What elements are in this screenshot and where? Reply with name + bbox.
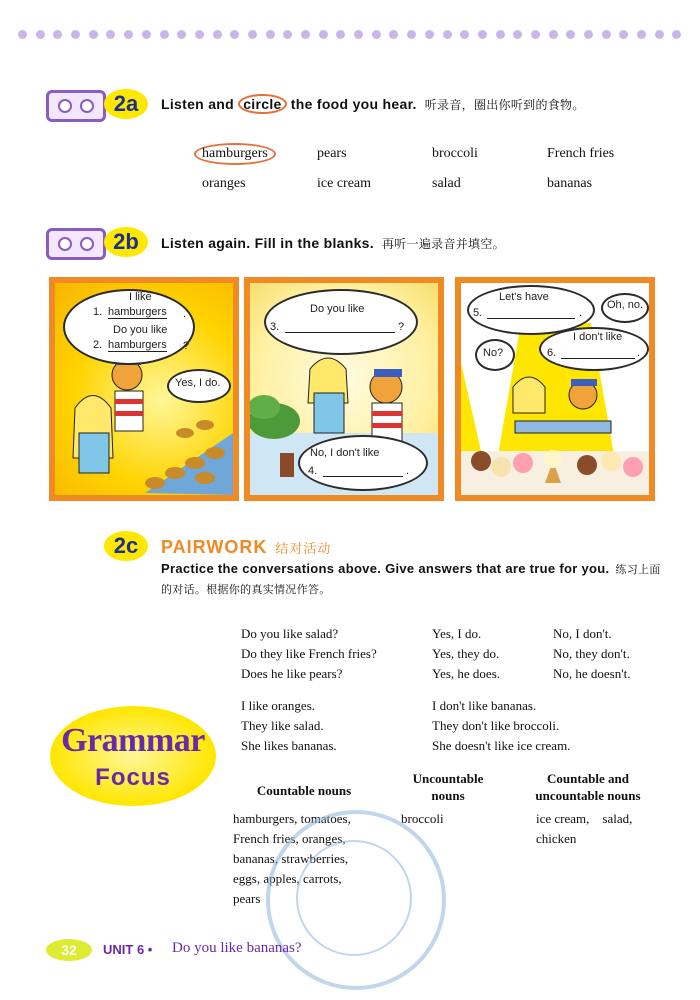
- cassette-icon[interactable]: [46, 228, 106, 260]
- circled-word: circle: [238, 94, 286, 114]
- answer-blank-5[interactable]: [487, 318, 575, 319]
- grammar-no-answer: No, he doesn't.: [553, 666, 631, 681]
- top-dot-border: [18, 30, 682, 42]
- footer-unit: UNIT 6 •: [103, 942, 153, 957]
- answer-blank-4[interactable]: [323, 476, 403, 477]
- comic-panel-2: Do you like 3. ? No, I don't like 4. .: [244, 277, 444, 501]
- grammar-question: Do you like salad?: [241, 626, 339, 641]
- comic-panel-1: I like 1. hamburgers . Do you like 2. hamburgers ? Yes, I do.: [49, 277, 239, 501]
- grammar-question: Does he like pears?: [241, 666, 343, 681]
- section-2a-badge: 2a: [104, 89, 148, 119]
- food-option-hamburgers[interactable]: hamburgers: [194, 143, 276, 165]
- food-option-broccoli[interactable]: broccoli: [432, 146, 478, 161]
- food-option-salad[interactable]: salad: [432, 176, 461, 191]
- food-option-bananas[interactable]: bananas: [547, 176, 593, 191]
- footer-title: Do you like bananas?: [172, 940, 302, 956]
- grammar-yes-answer: Yes, I do.: [432, 626, 482, 641]
- filled-answer: hamburgers: [108, 306, 167, 318]
- cassette-icon[interactable]: [46, 90, 106, 122]
- countable-noun-line: eggs, apples, carrots,: [233, 871, 342, 886]
- countable-noun-line: bananas, strawberries,: [233, 851, 349, 866]
- uncountable-noun-line: broccoli: [401, 811, 444, 826]
- answer-blank-6[interactable]: [561, 358, 635, 359]
- grammar-like-sentence: They like salad.: [241, 718, 324, 733]
- both-noun-line: ice cream, salad,: [536, 811, 633, 826]
- section-2a-instruction: Listen and circle the food you hear. 听录音，圈出你听到的食物。: [161, 96, 585, 112]
- grammar-yes-answer: Yes, they do.: [432, 646, 500, 661]
- header-uncountable-nouns: Uncountable nouns: [412, 771, 484, 803]
- grammar-dislike-sentence: They don't like broccoli.: [432, 718, 560, 733]
- grammar-like-sentence: I like oranges.: [241, 698, 316, 713]
- comic-panel-3: Let's have 5. . Oh, no. No? I don't like 6. .: [455, 277, 655, 501]
- food-option-oranges[interactable]: oranges: [202, 176, 246, 191]
- countable-noun-line: pears: [233, 891, 261, 906]
- section-2c-badge: 2c: [104, 531, 148, 561]
- food-option-ice-cream[interactable]: ice cream: [317, 176, 372, 191]
- countable-noun-line: French fries, oranges,: [233, 831, 346, 846]
- speech-bubble: [264, 289, 418, 355]
- countable-noun-line: hamburgers, tomatoes,: [233, 811, 351, 826]
- header-countable-nouns: Countable nouns: [256, 783, 352, 798]
- section-2b-badge: 2b: [104, 227, 148, 257]
- filled-answer: hamburgers: [108, 339, 167, 351]
- grammar-like-sentence: She likes bananas.: [241, 738, 337, 753]
- page-number: 32: [46, 939, 92, 961]
- answer-blank-3[interactable]: [285, 332, 395, 333]
- watermark-stamp: [266, 810, 446, 990]
- section-2c-instruction: Practice the conversations above. Give answers that are true for you. 练习上面的对话。根据你的真实情况作答。: [161, 561, 661, 596]
- grammar-yes-answer: Yes, he does.: [432, 666, 501, 681]
- pairwork-title: PAIRWORK 结对活动: [161, 537, 332, 557]
- grammar-dislike-sentence: She doesn't like ice cream.: [432, 738, 571, 753]
- grammar-no-answer: No, they don't.: [553, 646, 630, 661]
- header-countable-and-uncountable-nouns: Countable and uncountable nouns: [535, 771, 641, 803]
- section-2b-instruction: Listen again. Fill in the blanks. 再听一遍录音并填空。: [161, 235, 505, 251]
- grammar-dislike-sentence: I don't like bananas.: [432, 698, 537, 713]
- grammar-question: Do they like French fries?: [241, 646, 377, 661]
- food-option-pears[interactable]: pears: [317, 146, 347, 161]
- grammar-focus-badge: Grammar Focus: [50, 706, 216, 806]
- food-option-french-fries[interactable]: French fries: [547, 146, 615, 161]
- grammar-no-answer: No, I don't.: [553, 626, 612, 641]
- speech-bubble: [298, 435, 428, 491]
- both-noun-line: chicken: [536, 831, 577, 846]
